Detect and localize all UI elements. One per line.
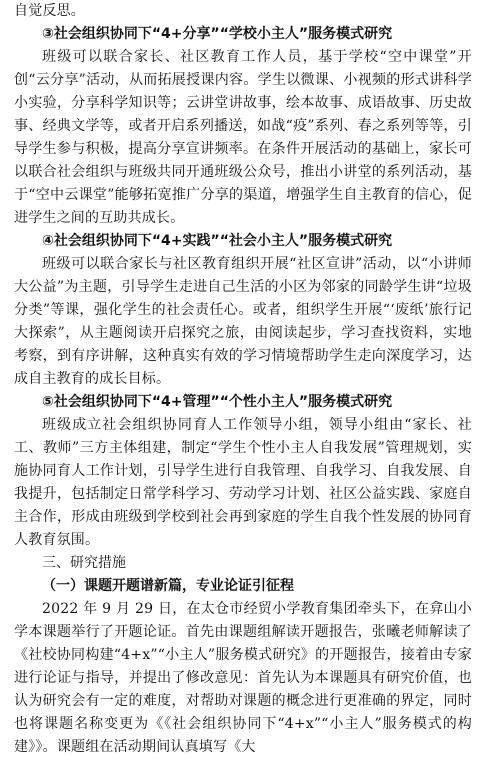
- heading-item-4: ④社会组织协同下“4+实践”“社会小主人”服务模式研究: [42, 233, 393, 249]
- paragraph-item-3: 班级可以联合家长、社区教育工作人员，基于学校“空中课堂”开创“云分享”活动，从而拓展授课内容。学生以微课、小视频的形式讲科学小实验，分享科学知识等；云讲堂讲故事，绘本故事、成语故事、历史故事、经典文学等，或者开启系列播送，如战“疫”系列、春之系列等等，引导学生参与积极，提高分享宣讲频率。在条件开展活动的基础上，家长可以联合社会组织与班级共同开通班级公众号，推出小讲堂的系列活动，基于“空中云课堂”能够拓宽推广分享的渠道，增强学生自主教育的信心，促进学生之间的互助共成长。: [14, 49, 472, 226]
- paragraph-opening-ceremony: 2022 年 9 月 29 日，在太仓市经贸小学教育集团牵头下，在弇山小学本课题举行了开题论证。首先由课题组解读开题报告，张曦老师解读了《社校协同构建“4+x”“小主人”服务模式研究》的开题报告，接着由专家进行论证与指导，并提出了修改意见：首先认为本课题具有研究价值，也认为研究会有一定的难度，对帮助对课题的概念进行更准确的界定，同时也将课题名称变更为《《社会组织协同下“4+x”“小主人”服务模式的构建》》。课题组在活动期间认真填写《大: [14, 601, 472, 755]
- subsection-heading-1: （一）课题开题谱新篇，专业论证引征程: [42, 578, 294, 594]
- section-heading-research-measures: 三、研究措施: [42, 555, 126, 571]
- paragraph-intro-tail: 自觉反思。: [14, 3, 85, 19]
- paragraph-item-4: 班级可以联合家长与社区教育组织开展“社区宣讲”活动，以“小讲师大公益”为主题，引导学生走进自己生活的小区为邻家的同龄学生讲“垃圾分类”等课，强化学生的社会责任心。或者，组织学生开展“‘废纸’旅行记大探索”，从主题阅读开启探究之旅，由阅读起步，学习查找资料，实地考察，到有序讲解，这种真实有效的学习情境帮助学生走向深度学习，达成自主教育的成长目标。: [14, 256, 472, 387]
- paragraph-item-5: 班级成立社会组织协同育人工作领导小组，领导小组由“家长、社工、教师”三方主体组建，制定“学生个性小主人自我发展”管理规划，实施协同育人工作计划，引导学生进行自我管理、自我学习、自我发展、自我提升，包括制定日常学科学习、劳动学习计划、社区公益实践、家庭自主合作，形成由班级到学校到社会再到家庭的学生自我个性发展的协同育人教育氛围。: [14, 417, 472, 548]
- heading-item-3: ③社会组织协同下“4+分享”“学校小主人”服务模式研究: [42, 26, 393, 42]
- heading-item-5: ⑤社会组织协同下“4+管理”“个性小主人”服务模式研究: [42, 394, 393, 410]
